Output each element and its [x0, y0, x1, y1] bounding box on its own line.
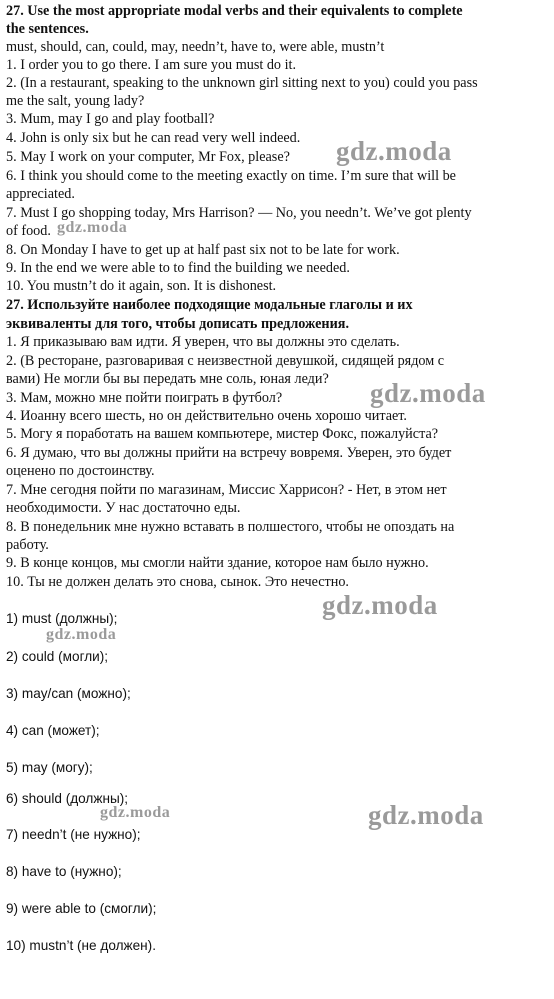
en-line: appreciated. [6, 186, 75, 202]
answer-item: 10) mustn’t (не должен). [6, 938, 156, 953]
en-line: 2. (In a restaurant, speaking to the unknown girl sitting next to you) could you pass [6, 75, 478, 91]
en-line: 8. On Monday I have to get up at half past six not to be late for work. [6, 242, 400, 258]
en-line: 5. May I work on your computer, Mr Fox, please? [6, 149, 290, 165]
ru-line: 3. Мам, можно мне пойти поиграть в футбол? [6, 390, 283, 406]
en-line: me the salt, young lady? [6, 93, 145, 109]
en-line: of food. [6, 223, 51, 239]
answer-item: 6) should (должны); [6, 791, 129, 806]
exercise-heading-en-line1: 27. Use the most appropriate modal verbs and their equivalents to complete [6, 3, 463, 19]
exercise-heading-ru-line1: 27. Используйте наиболее подходящие модальные глаголы и их [6, 297, 413, 313]
ru-line: оценено по достоинству. [6, 463, 155, 479]
watermark: gdz.moda [46, 626, 117, 643]
ru-line: 5. Могу я поработать на вашем компьютере, мистер Фокс, пожалуйста? [6, 426, 439, 442]
ru-line: 4. Иоанну всего шесть, но он действительно очень хорошо читает. [6, 408, 407, 424]
exercise-heading-en-line2: the sentences. [6, 21, 89, 37]
ru-line: 8. В понедельник мне нужно вставать в полшестого, чтобы не опоздать на [6, 519, 455, 535]
answer-item: 9) were able to (смогли); [6, 901, 157, 916]
watermark: gdz.moda [322, 590, 438, 620]
ru-line: 2. (В ресторане, разговаривая с неизвестной девушкой, сидящей рядом с [6, 353, 445, 369]
en-line: 1. I order you to go there. I am sure you must do it. [6, 57, 296, 73]
ru-line: работу. [6, 537, 49, 553]
watermark: gdz.moda [336, 136, 452, 166]
en-line: 4. John is only six but he can read very well indeed. [6, 130, 301, 146]
en-line: 10. You mustn’t do it again, son. It is dishonest. [6, 278, 277, 294]
answer-item: 7) needn’t (не нужно); [6, 827, 141, 842]
en-line: 7. Must I go shopping today, Mrs Harrison? — No, you needn’t. We’ve got plenty [6, 205, 472, 221]
watermark: gdz.moda [100, 804, 171, 821]
watermark: gdz.moda [57, 219, 128, 236]
answer-item: 5) may (могу); [6, 760, 93, 775]
ru-line: 7. Мне сегодня пойти по магазинам, Миссис Харрисон? - Нет, в этом нет [6, 482, 447, 498]
ru-line: 9. В конце концов, мы смогли найти здание, которое нам было нужно. [6, 555, 429, 571]
en-line: 6. I think you should come to the meeting exactly on time. I’m sure that will be [6, 168, 456, 184]
ru-line: 6. Я думаю, что вы должны прийти на встречу вовремя. Уверен, это будет [6, 445, 452, 461]
ru-line: 1. Я приказываю вам идти. Я уверен, что вы должны это сделать. [6, 334, 400, 350]
answer-item: 8) have to (нужно); [6, 864, 122, 879]
answer-item: 4) can (может); [6, 723, 100, 738]
ru-line: необходимости. У нас достаточно еды. [6, 500, 241, 516]
ru-line: вами) Не могли бы вы передать мне соль, юная леди? [6, 371, 329, 387]
watermark: gdz.moda [370, 378, 486, 408]
answer-item: 2) could (могли); [6, 649, 109, 664]
exercise-heading-ru-line2: эквиваленты для того, чтобы дописать предложения. [6, 316, 350, 332]
word-bank: must, should, can, could, may, needn’t, have to, were able, mustn’t [6, 39, 385, 55]
answer-item: 1) must (должны); [6, 611, 118, 626]
ru-line: 10. Ты не должен делать это снова, сынок. Это нечестно. [6, 574, 349, 590]
watermark: gdz.moda [368, 800, 484, 830]
answer-item: 3) may/can (можно); [6, 686, 131, 701]
en-line: 9. In the end we were able to to find the building we needed. [6, 260, 350, 276]
en-line: 3. Mum, may I go and play football? [6, 111, 215, 127]
